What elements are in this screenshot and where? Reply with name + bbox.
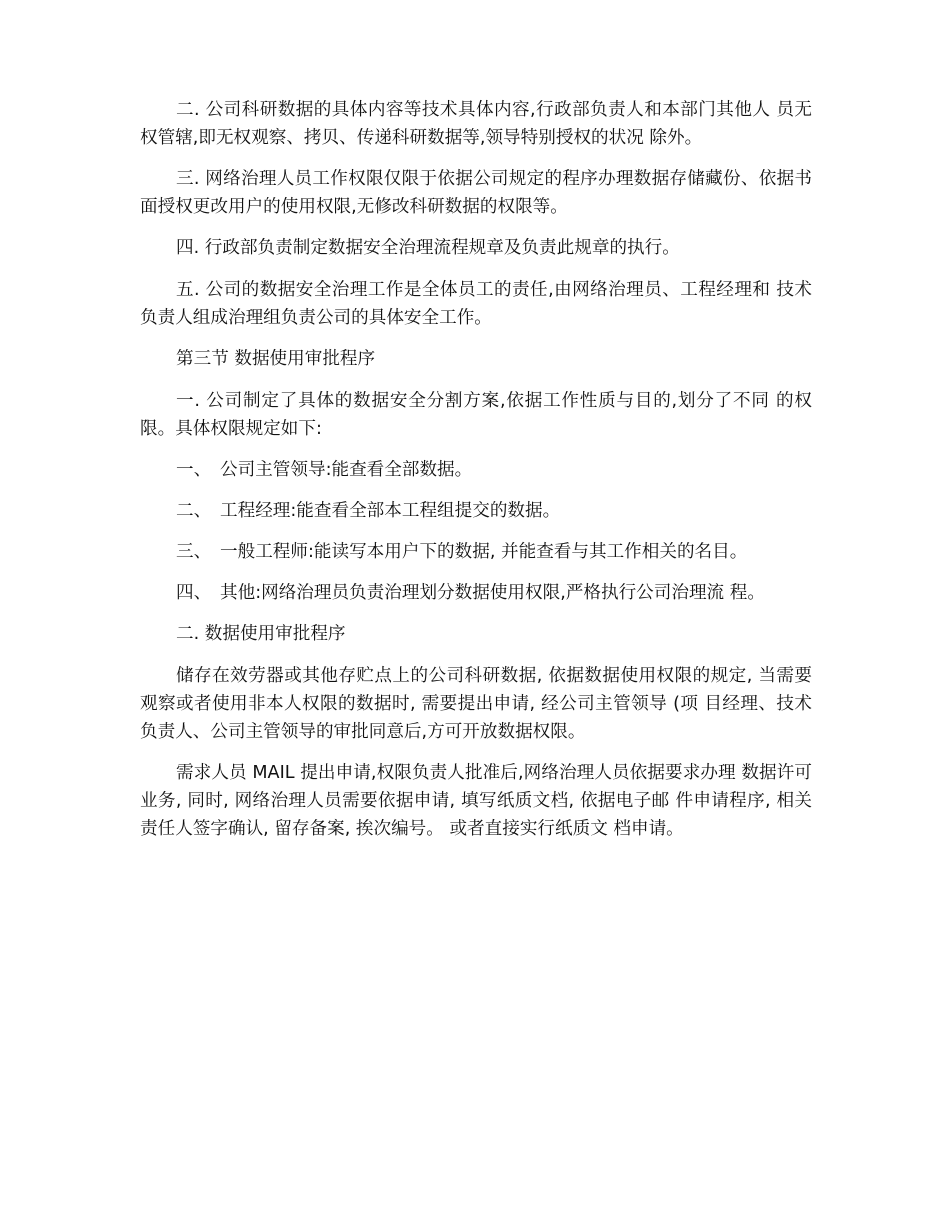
paragraph-section-3: 三. 网络治理人员工作权限仅限于依据公司规定的程序办理数据存储藏份、依据书面授权更改用户的使用权限,无修改科研数据的权限等。: [140, 169, 812, 217]
paragraph-permission-intro: 一. 公司制定了具体的数据安全分割方案,依据工作性质与目的,划分了不同 的权限。具体权限规定如下:: [140, 391, 812, 439]
paragraph-section-4: 四. 行政部负责制定数据安全治理流程规章及负责此规章的执行。: [176, 238, 680, 258]
paragraph-section-5: 五. 公司的数据安全治理工作是全体员工的责任,由网络治理员、工程经理和 技术负责人组成治理组负责公司的具体安全工作。: [140, 280, 812, 328]
list-item-text: 一般工程师:能读写本用户下的数据, 并能查看与其工作相关的名目。: [220, 542, 748, 562]
list-item-number: 四、: [176, 583, 212, 603]
paragraph-storage-access: 储存在效劳器或其他存贮点上的公司科研数据, 依据数据使用权限的规定, 当需要观察或者使用非本人权限的数据时, 需要提出申请, 经公司主管领导 (项 目经理、技术负责人、公司主管领导的审批同意后,方可开放数据权限。: [140, 666, 812, 742]
list-item: [140, 456, 812, 484]
list-item: [140, 497, 812, 525]
paragraph-section-2: 二. 公司科研数据的具体内容等技术具体内容,行政部负责人和本部门其他人 员无权管辖,即无权观察、拷贝、传递科研数据等,领导特别授权的状况 除外。: [140, 100, 812, 148]
list-item-text: 公司主管领导:能查看全部数据。: [220, 460, 473, 480]
list-item-number: 二、: [176, 501, 212, 521]
subsection-heading: 二. 数据使用审批程序: [176, 624, 346, 644]
paragraph-mail-request: 需求人员 MAIL 提出申请,权限负责人批准后,网络治理人员依据要求办理 数据许可业务, 同时, 网络治理人员需要依据申请, 填写纸质文档, 依据电子邮 件申请程序, 相关责任人签字确认, 留存备案, 挨次编号。 或者直接实行纸质文 档申请。: [140, 763, 812, 839]
list-item-text: 工程经理:能查看全部本工程组提交的数据。: [220, 501, 561, 521]
list-item: [140, 579, 812, 607]
list-item-number: 三、: [176, 542, 212, 562]
section-heading: 第三节 数据使用审批程序: [176, 349, 376, 369]
list-item: [140, 538, 812, 566]
list-item-text: 其他:网络治理员负责治理划分数据使用权限,严格执行公司治理流 程。: [220, 583, 765, 603]
document-body: [140, 96, 812, 856]
list-item-number: 一、: [176, 460, 212, 480]
